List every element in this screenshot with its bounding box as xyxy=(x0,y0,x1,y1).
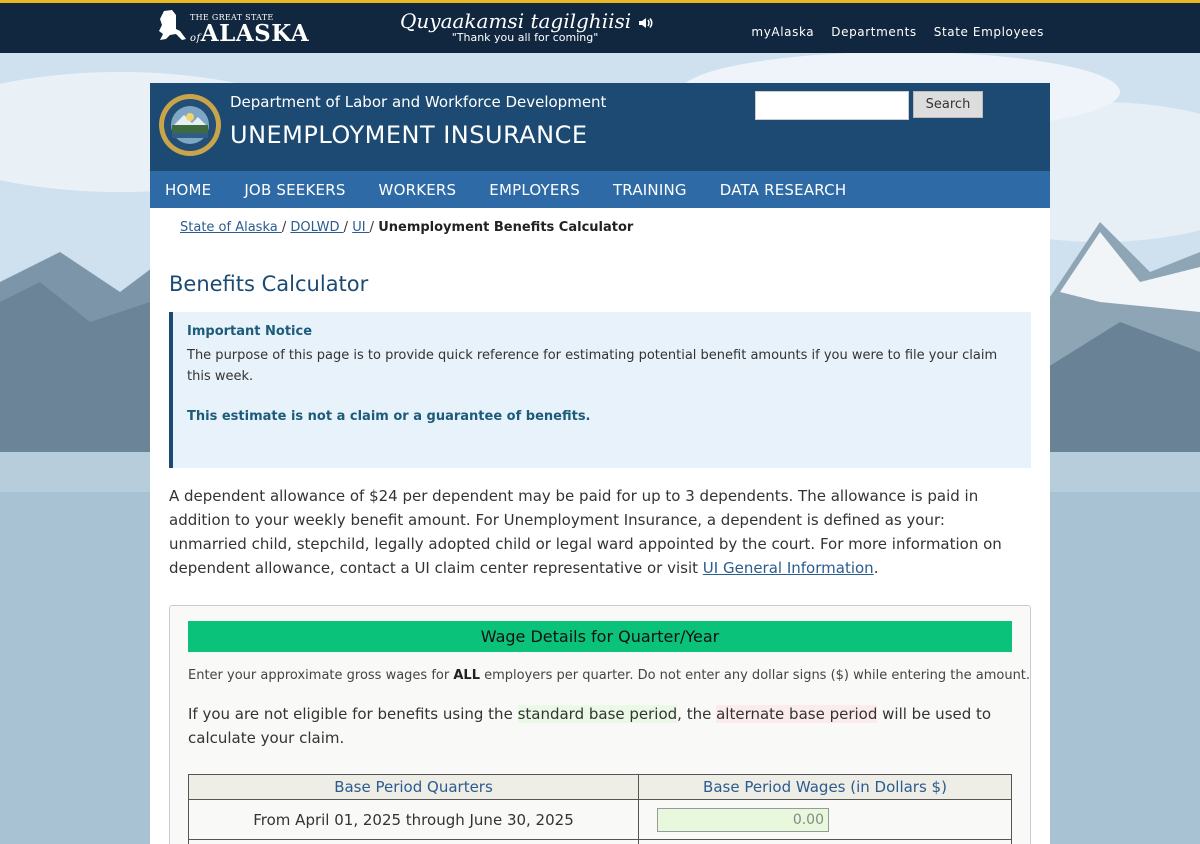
alaska-map-icon xyxy=(158,9,188,43)
ui-general-information-link[interactable]: UI General Information xyxy=(702,559,874,577)
welcome-message xyxy=(400,9,650,44)
dependent-allowance-text: A dependent allowance of $24 per dependent may be paid for up to 3 dependents. The allowance is paid in addition to your weekly benefit amount. For Unemployment Insurance, a dependent is defined as your: unmarried child, stepchild, legally adopted child or legal ward appointed by the court. For more information on dependent allowance, contact a UI claim center representative or visit UI General Information. xyxy=(169,487,1002,577)
important-notice xyxy=(169,312,1031,468)
nav-training[interactable]: TRAINING xyxy=(612,180,687,199)
division-name: UNEMPLOYMENT INSURANCE xyxy=(230,121,588,149)
notice-warning: This estimate is not a claim or a guarantee of benefits. xyxy=(187,409,591,424)
wage-instructions: Enter your approximate gross wages for ALL employers per quarter. Do not enter any dollar signs ($) while entering the amount. xyxy=(188,668,1031,683)
main-content xyxy=(150,208,1050,844)
state-seal-icon[interactable] xyxy=(158,93,222,157)
department-name: Department of Labor and Workforce Development xyxy=(230,93,607,111)
logo-small-text: THE GREAT STATE xyxy=(190,13,274,22)
top-nav xyxy=(751,25,1044,39)
nav-job-seekers[interactable]: JOB SEEKERS xyxy=(244,180,346,199)
page-title: Benefits Calculator xyxy=(169,272,369,296)
welcome-greeting: Quyaakamsi tagilghiisi xyxy=(400,9,632,33)
search-input[interactable] xyxy=(755,91,909,120)
table-row xyxy=(189,840,1012,844)
breadcrumb-current: Unemployment Benefits Calculator xyxy=(378,220,634,235)
breadcrumb-ui[interactable]: UI xyxy=(352,220,370,235)
top-bar xyxy=(0,0,1200,53)
notice-title: Important Notice xyxy=(187,324,313,339)
quarter-label: From April 01, 2025 through June 30, 2025 xyxy=(189,800,639,840)
alternate-base-period-highlight: alternate base period xyxy=(716,705,878,723)
nav-workers[interactable]: WORKERS xyxy=(378,180,457,199)
search-button[interactable]: Search xyxy=(913,91,983,118)
table-row xyxy=(189,800,1012,840)
department-header xyxy=(150,83,1050,171)
quarter-wage-input[interactable] xyxy=(657,808,829,832)
wage-details-panel xyxy=(169,605,1031,844)
welcome-translation: "Thank you all for coming" xyxy=(451,31,599,44)
base-period-wages-table xyxy=(188,774,1012,844)
nav-home[interactable]: HOME xyxy=(165,180,212,199)
breadcrumb-state-of-alaska[interactable]: State of Alaska xyxy=(180,220,282,235)
wage-details-header: Wage Details for Quarter/Year xyxy=(188,621,1012,652)
speaker-icon[interactable] xyxy=(638,17,654,29)
top-link-myalaska[interactable]: myAlaska xyxy=(751,25,815,39)
base-period-eligibility-text: If you are not eligible for benefits using the standard base period, the alternate base period will be used to calculate your claim. xyxy=(188,705,992,747)
logo-big-text: ofALASKA xyxy=(190,20,310,47)
top-link-departments[interactable]: Departments xyxy=(831,25,917,39)
standard-base-period-highlight: standard base period xyxy=(517,705,678,723)
column-header-quarters: Base Period Quarters xyxy=(189,775,639,800)
nav-employers[interactable]: EMPLOYERS xyxy=(489,180,580,199)
main-nav xyxy=(150,171,1050,208)
nav-data-research[interactable]: DATA RESEARCH xyxy=(719,180,847,199)
top-link-state-employees[interactable]: State Employees xyxy=(933,25,1044,39)
breadcrumb: State of Alaska / DOLWD / UI / Unemployment Benefits Calculator xyxy=(180,220,634,235)
breadcrumb-dolwd[interactable]: DOLWD xyxy=(290,220,344,235)
notice-body: The purpose of this page is to provide quick reference for estimating potential benefit amounts if you were to file your claim this week. xyxy=(187,348,998,384)
column-header-wages: Base Period Wages (in Dollars $) xyxy=(639,775,1012,800)
